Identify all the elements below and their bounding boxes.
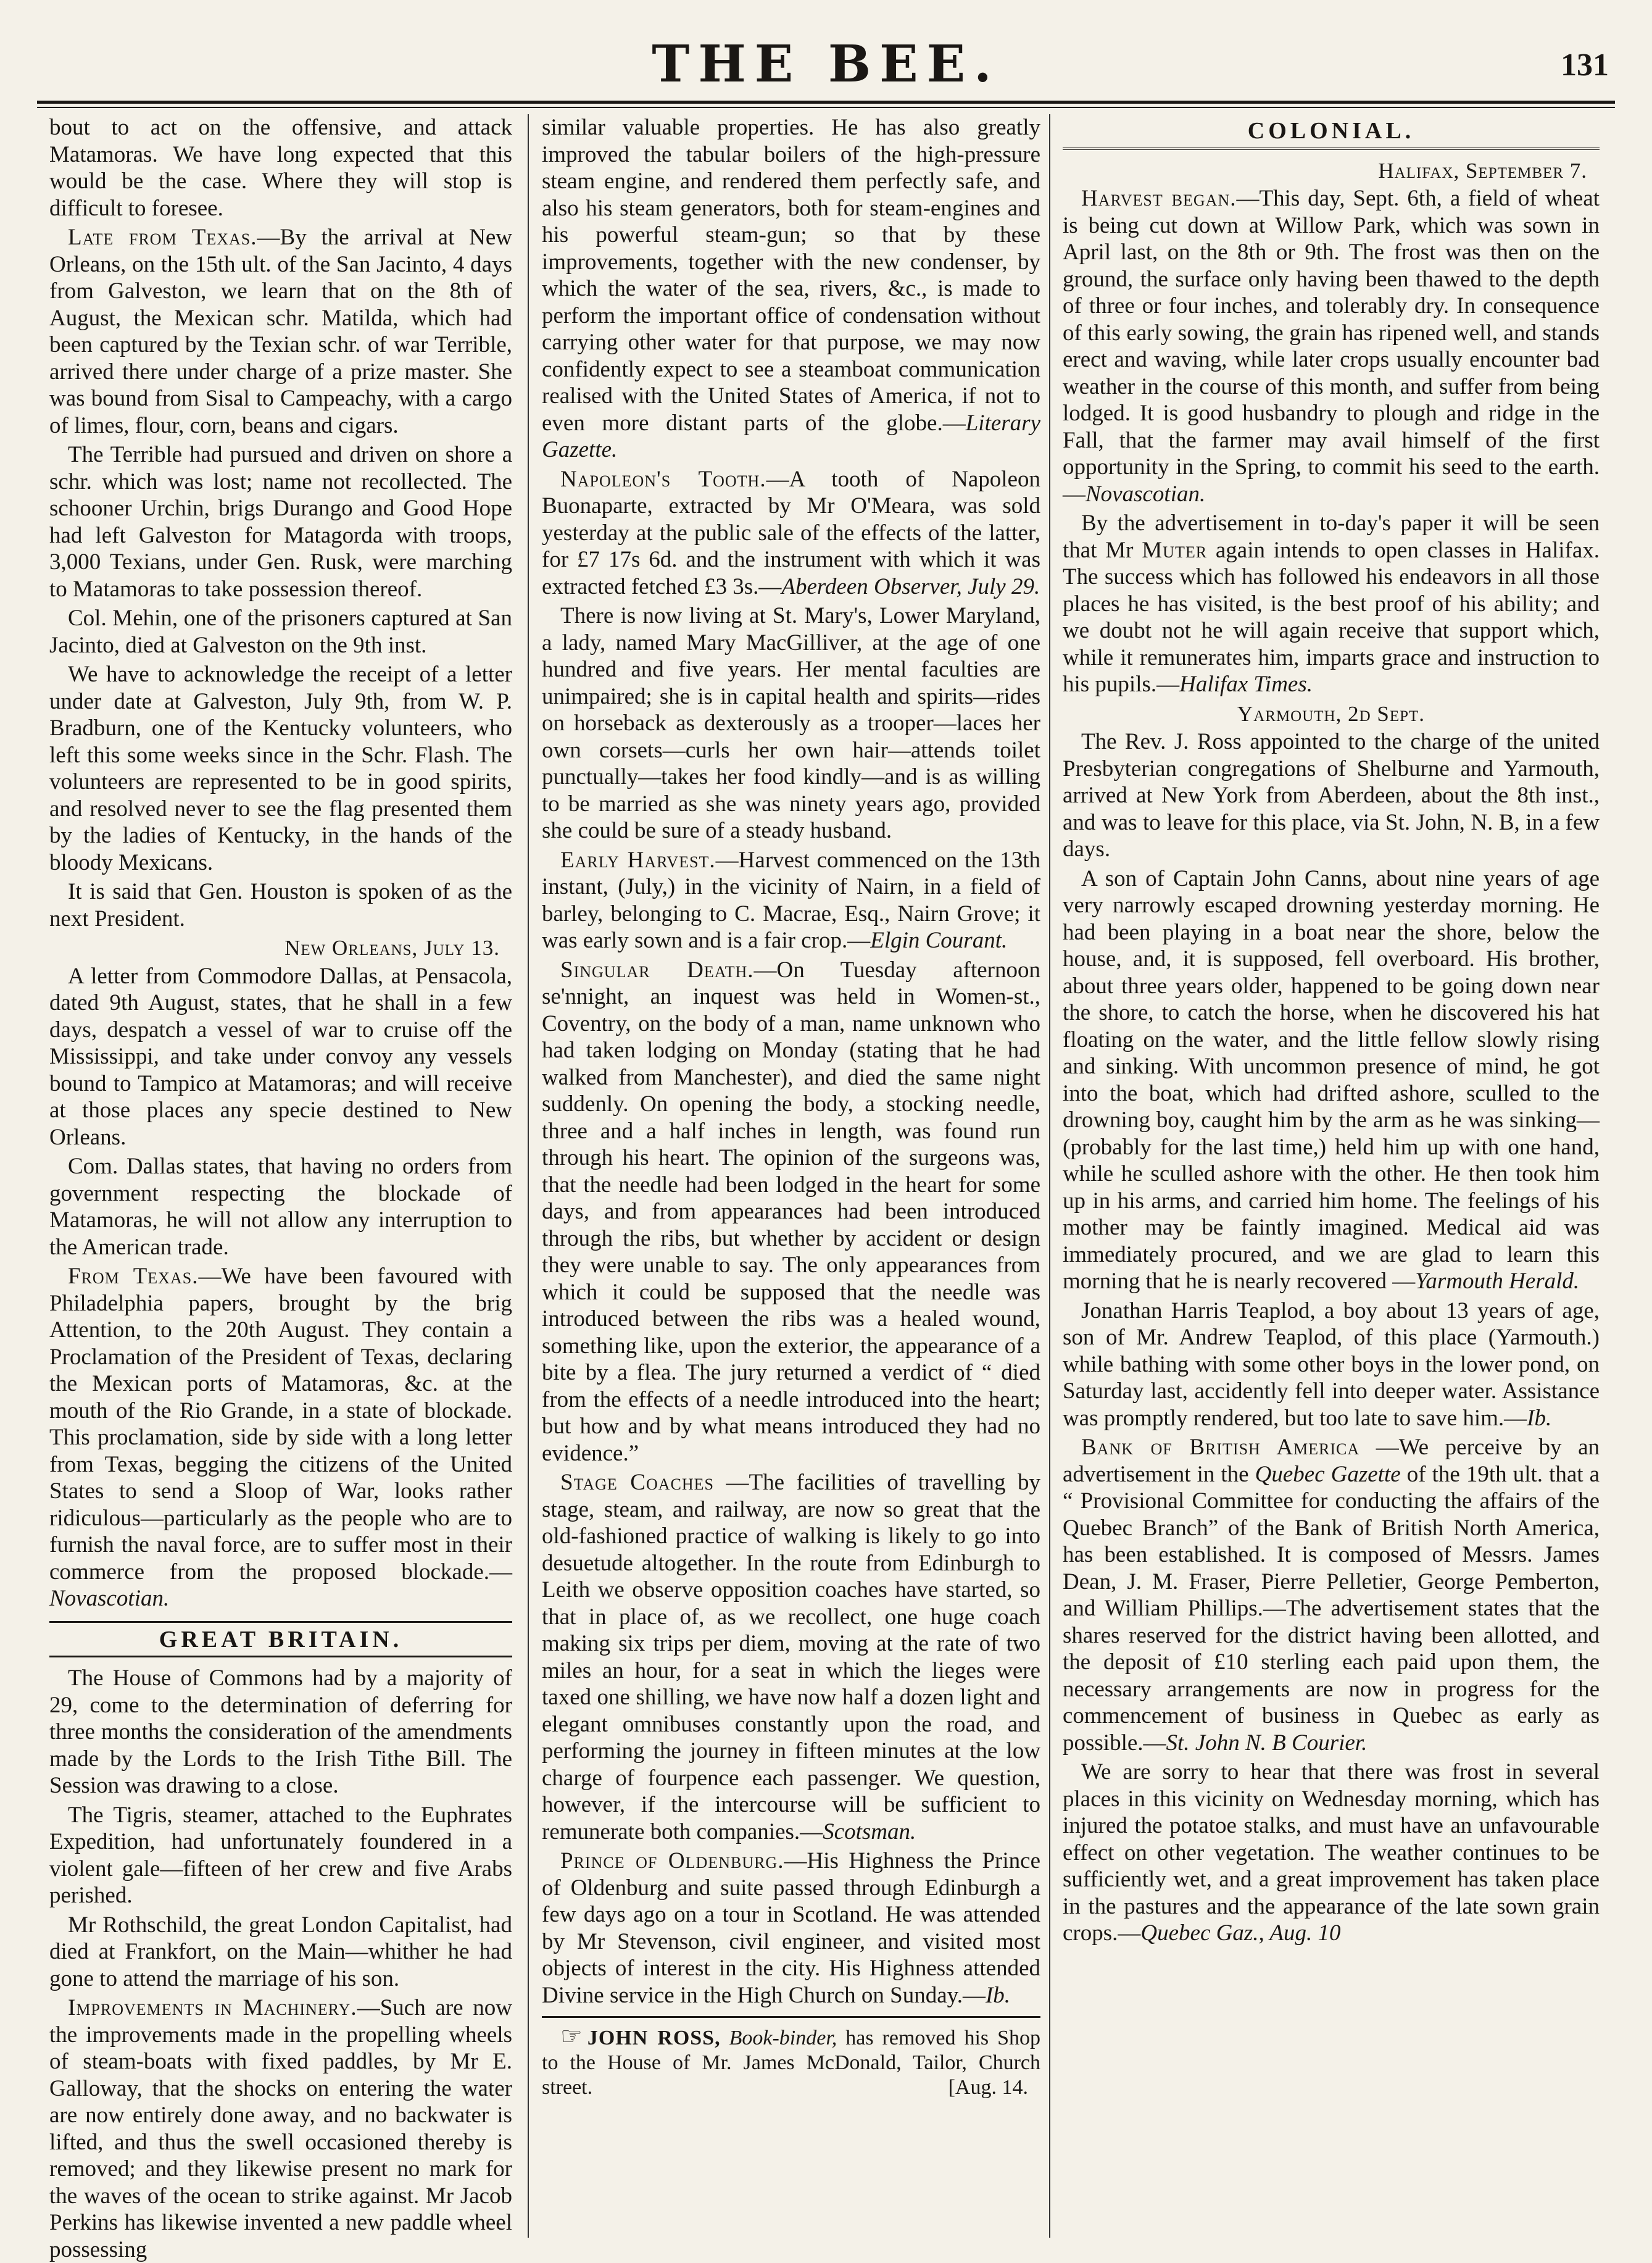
page-number: 131 — [1561, 48, 1609, 83]
ad-trade: Book-binder, — [729, 2027, 837, 2049]
article-paper-name: Quebec Gazette — [1255, 1461, 1401, 1487]
article-source: Ib. — [985, 1982, 1011, 2008]
article-paragraph: We have to acknowledge the receipt of a letter under date at Galveston, July 9th, from W. P. Bradburn, one of the Kentucky volunteers, who left this some weeks since in the Schr. Flash. The volunteers are represented to be in good spirits, and resolved never to see the flag presented them by the ladies of Kentucky, in the hands of the bloody Mexicans. — [49, 662, 512, 875]
pointing-hand-icon: ☞ — [560, 2022, 583, 2050]
article-paragraph: Col. Mehin, one of the prisoners captured at San Jacinto, died at Galveston on the 9th inst. — [49, 606, 512, 658]
article-source: Novascotian. — [49, 1586, 170, 1611]
article-heading: Late from Texas. — [68, 225, 257, 250]
article-improvements — [49, 1994, 512, 2263]
article-from-texas — [49, 1263, 512, 1612]
article-heading: Improvements in Machinery. — [68, 1995, 357, 2020]
article-prince-oldenburg — [542, 1848, 1040, 2009]
advertisement — [542, 2016, 1040, 2100]
article-paragraph: Mr Rothschild, the great London Capitalist, had died at Frankfort, on the Main—whither he had gone to attend the marriage of his son. — [49, 1912, 512, 1991]
article-body: —His Highness the Prince of Oldenburg and suite passed through Edinburgh a few days ago on a tour in Scotland. He was attended by Mr Stevenson, civil engineer, and visited most objects of interest in the city. His Highness attended Divine service in the High Church on Sunday.— — [542, 1848, 1040, 2008]
article-source: Elgin Courant. — [870, 928, 1008, 953]
article-source: St. John N. B Courier. — [1166, 1730, 1368, 1756]
article-paragraph: The Tigris, steamer, attached to the Euphrates Expedition, had unfortunately foundered in a violent gale—fifteen of her crew and five Arabs perished. — [49, 1802, 512, 1908]
article-heading: Napoleon's Tooth. — [560, 466, 766, 492]
column-2 — [542, 114, 1040, 2225]
article-canns — [1063, 865, 1600, 1295]
column-divider — [1049, 114, 1050, 2238]
article-paragraph: The House of Commons had by a majority of 29, come to the determination of deferring for three months the consideration of the amendments made by the Lords to the Irish Tithe Bill. The Session was drawing to a close. — [49, 1665, 512, 1798]
article-body: again intends to open classes in Halifax. The success which has followed his endeavors in all those places he has visited, is the best proof of his ability; and we doubt not he will again receive that support which, while it remunerates him, imparts grace and instruction to his pupils.— — [1063, 537, 1600, 697]
article-frost — [1063, 1759, 1600, 1947]
article-heading: From Texas. — [68, 1264, 199, 1289]
article-heading: Early Harvest. — [560, 847, 716, 873]
article-source: Halifax Times. — [1179, 672, 1313, 697]
article-bank — [1063, 1434, 1600, 1756]
dateline: New Orleans, July 13. — [284, 936, 500, 960]
article-paragraph: Com. Dallas states, that having no orders from government respecting the blockade of Matamoras, he will not allow any interruption to the American trade. — [49, 1154, 512, 1260]
article-heading: Prince of Oldenburg. — [560, 1848, 784, 1873]
article-muter — [1063, 510, 1600, 698]
article-body: —We have been favoured with Philadelphia papers, brought by the brig Attention, to the 20th August. They contain a Proclamation of the President of Texas, declaring the Mexican ports of Matamoras, &c. at the mouth of the Rio Grande, in a state of blockade. This proclamation, side by side with a long letter from Texas, begging the citizens of the United States to send a Sloop of War, looks rather ridiculous—particularly as the people who are to furnish the naval force, are to suffer most in their commerce from the proposed blockade.— — [49, 1264, 512, 1585]
article-heading: Singular Death. — [560, 957, 754, 983]
article-late-from-texas — [49, 224, 512, 439]
article-continued: bout to act on the offensive, and attack Matamoras. We have long expected that this would be the case. Where they will stop is difficult to foresee. — [49, 115, 512, 221]
article-paragraph: The Rev. J. Ross appointed to the charge of the united Presbyterian congregations of Shelburne and Yarmouth, arrived at New York from Aberdeen, about the 8th inst., and was to leave for this place, via St. John, N. B, in a few days. — [1063, 729, 1600, 862]
dateline: Yarmouth, 2d Sept. — [1237, 701, 1426, 726]
column-divider — [528, 114, 529, 2238]
article-body: By the advertisement in to-day's paper it will be seen that Mr — [1063, 511, 1600, 563]
article-source: Aberdeen Observer, July 29. — [781, 573, 1040, 599]
masthead-rule — [37, 101, 1615, 108]
article-body: —A tooth of Napoleon Buonaparte, extracted by Mr O'Meara, was sold yesterday at the public sale of the effects of the latter, for £7 17s 6d. and the instrument with which it was extracted fetched £3 3s.— — [542, 466, 1040, 599]
article-body: —Harvest commenced on the 13th instant, (July,) in the vicinity of Nairn, in a field of barley, belonging to C. Macrae, Esq., Nairn Grove; it was early sown and is a fair crop.— — [542, 847, 1041, 953]
article-body: —On Tuesday afternoon se'nnight, an inquest was held in Women-st., Coventry, on the body of a man, name unknown who had taken lodging on Monday (stating that he had walked from Manchester), and died the same night suddenly. On opening the body, a stocking needle, three and a half inches in length, was found run through his heart. The opinion of the surgeons was, that the needle had been lodged in the heart for some days, and from appearances had been introduced through the ribs, but whether by accident or design they were unable to say. The only appearances from which it could be supposed that the needle was introduced between the ribs was a healed wound, something like, upon the exterior, the appearance of a bite by a flea. The jury returned a verdict of “ died from the effects of a needle introduced into the heart; but how and by what means introduced they had no evidence.” — [542, 957, 1040, 1466]
article-paragraph: A letter from Commodore Dallas, at Pensacola, dated 9th August, states, that he shall in a few days, despatch a vessel of war to cruise off the Mississippi, and take under convoy any vessels bound to Tampico at Matamoras; and will receive at those places any specie destined to New Orleans. — [49, 963, 512, 1150]
article-source: Scotsman. — [823, 1819, 916, 1844]
article-source: Novascotian. — [1085, 481, 1206, 507]
article-heading: Harvest began. — [1081, 186, 1237, 211]
article-body: similar valuable properties. He has also greatly improved the tabular boilers of the high-pressure steam engine, and rendered them perfectly safe, and also his steam generators, both for steam-engines and his powerful steam-gun; so that by these improvements, together with the new condenser, by which the water of the sea, rivers, &c., is made to perform the important office of condensation without carrying other water for that purpose, we may now confidently expect to see a steamboat communication realised with the United States of America, if not to even more distant parts of the globe.— — [542, 115, 1040, 436]
article-body: of the 19th ult. that a “ Provisional Committee for conducting the affairs of the Quebec Branch” of the Bank of British North America, has been established. It is composed of Messrs. James Dean, J. M. Fraser, Pierre Pelletier, George Pemberton, and William Phillips.—The advertisement states that the shares reserved for the district having been allotted, and the deposit of £10 sterling each paid upon them, the necessary arrangements are now in progress for the commencement of business in Quebec as early as possible.— — [1063, 1461, 1600, 1756]
article-paragraph: The Terrible had pursued and driven on shore a schr. which was lost; name not recollected. The schooner Urchin, brigs Durango and Good Hope had left Galveston for Matagorda with troops, 3,000 Texians, under Gen. Rusk, were marching to Matamoras to take possession thereof. — [49, 442, 512, 602]
masthead — [37, 30, 1615, 98]
section-heading-great-britain: GREAT BRITAIN. — [49, 1621, 512, 1658]
ad-name: JOHN ROSS, — [587, 2027, 721, 2049]
column-3 — [1063, 114, 1600, 2225]
article-body: Jonathan Harris Teaplod, a boy about 13 years of age, son of Mr. Andrew Teaplod, of this place (Yarmouth.) while bathing with some other boys in the lower pond, on Saturday last, accidently fell into deeper water. Assistance was promptly rendered, but too late to save him.— — [1063, 1298, 1600, 1431]
article-body: We are sorry to hear that there was frost in several places in this vicinity on Wednesday morning, which has injured the potatoe stalks, and must have an unfavourable effect on other vegetation. The weather continues to be sufficiently wet, and a great improvement has taken place in the pastures and the appearance of the late sown grain crops.— — [1063, 1759, 1600, 1946]
article-source: Ib. — [1527, 1405, 1552, 1431]
article-source: Literary Gazette. — [542, 410, 1040, 462]
article-body: —By the arrival at New Orleans, on the 15th ult. of the San Jacinto, 4 days from Galveston, we learn that on the 8th of August, the Mexican schr. Matilda, which had been captured by the Texian schr. of war Terrible, arrived there under charge of a prize master. She was bound from Sisal to Campeachy, with a cargo of limes, flour, corn, beans and cigars. — [49, 225, 512, 438]
dateline: Halifax, September 7. — [1378, 158, 1587, 183]
article-heading: Stage Coaches — [560, 1470, 714, 1495]
article-singular-death — [542, 957, 1040, 1467]
article-paragraph: There is now living at St. Mary's, Lower Maryland, a lady, named Mary MacGilliver, at the age of one hundred and five years. Her mental faculties are unimpaired; she is in capital health and spirits—rides on horseback as dexterously as a trooper—laces her own corsets—curls her own hair—attends toilet punctually—takes her food kindly—and is as willing to be married as she was ninety years ago, provided she could be sure of a steady husband. — [542, 603, 1040, 843]
article-early-harvest — [542, 847, 1040, 954]
article-body: A son of Captain John Canns, about nine years of age very narrowly escaped drowning yesterday morning. He had been playing in a boat near the shore, below the house, and, it is supposed, fell overboard. His brother, about three years older, happened to be going down near the shore, to catch the horse, when he discovered his hat floating on the water, and the little fellow slowly rising and sinking. With uncommon presence of mind, he got into the boat, which had drifted ashore, sculled to the drowning boy, caught him by the arm as he was sinking—(probably for the last time,) held him up with one hand, while he sculled ashore with the other. He then took him up in his arms, and carried him home. The feelings of his mother may be faintly imagined. Medical aid was immediately procured, and we are glad to learn this morning that he is nearly recovered — — [1063, 865, 1600, 1294]
ad-text: has removed his Shop to the House of Mr. James McDonald, Tailor, Church street. — [542, 2027, 1041, 2099]
article-body: —We perceive by an advertisement in the — [1063, 1435, 1600, 1487]
article-napoleon — [542, 466, 1040, 601]
article-body: —Such are now the improvements made in the propelling wheels of steam-boats with fixed paddles, by Mr E. Galloway, that the shocks on entering the water are now entirely done away, and no backwater is lifted, and thus the swell occasioned thereby is removed; and they likewise present no mark for the waves of the ocean to strike against. Mr Jacob Perkins has likewise invented a new paddle wheel possessing — [49, 1995, 512, 2262]
article-name: Muter — [1142, 537, 1208, 563]
article-body: —This day, Sept. 6th, a field of wheat is being cut down at Willow Park, which was sown in April last, on the 8th or 9th. The frost was then on the ground, the surface only having been thawed to the depth of three or four inches, and tolerably dry. In consequence of this early sowing, the grain has ripened well, and stands erect and waving, while later crops usually encounter bad weather in the course of this month, and suffer from being lodged. It is good husbandry to plough and ridge in the Fall, that the farmer may avail himself of the first opportunity in the Spring, to commit his seed to the earth.— — [1063, 186, 1600, 507]
newspaper-title: THE BEE. — [652, 35, 1000, 94]
article-stage-coaches — [542, 1469, 1040, 1845]
article-source: Yarmouth Herald. — [1415, 1269, 1580, 1294]
section-heading-colonial: COLONIAL. — [1063, 114, 1600, 150]
column-1 — [49, 114, 512, 2262]
article-heading: Bank of British America — [1081, 1435, 1360, 1460]
article-harvest-began — [1063, 185, 1600, 507]
article-continued — [542, 114, 1040, 464]
article-paragraph: It is said that Gen. Houston is spoken of as the next President. — [49, 879, 512, 931]
ad-date: [Aug. 14. — [948, 2076, 1028, 2099]
article-source: Quebec Gaz., Aug. 10 — [1140, 1920, 1341, 1946]
article-teaplod — [1063, 1298, 1600, 1432]
article-body: —The facilities of travelling by stage, steam, and railway, are now so great that the old-fashioned practice of walking is likely to go into desuetude altogether. In the route from Edinburgh to Leith we observe opposition coaches have started, so that in place of, as we recollect, one huge coach making six trips per diem, moving at the rate of two miles an hour, for a seat in which the lieges were taxed one shilling, we have now half a dozen light and elegant omnibuses constantly upon the road, and performing the journey in fifteen minutes at the low charge of fourpence each passenger. We question, however, if the intercourse will be sufficient to remunerate both companies.— — [542, 1470, 1040, 1844]
